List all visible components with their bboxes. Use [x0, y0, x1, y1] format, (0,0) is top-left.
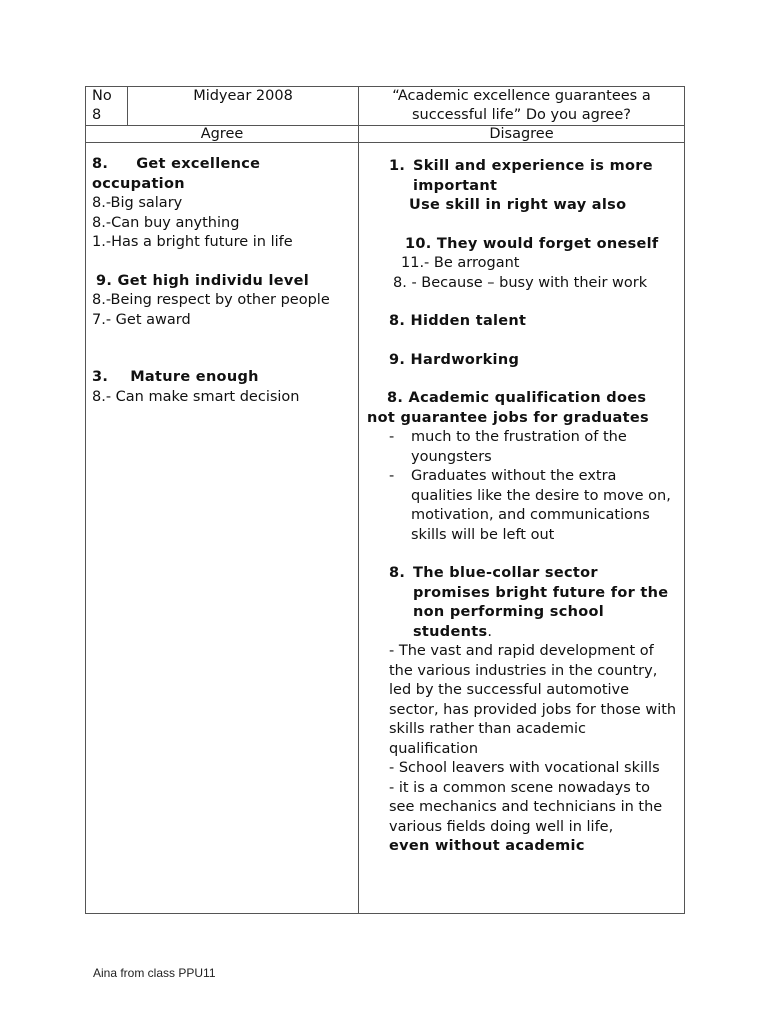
exam-cell — [128, 87, 359, 126]
column-heading-row — [86, 126, 685, 143]
disagree-point-6-last: even without academic — [389, 838, 585, 854]
disagree-point-2-item-1: 11.- Be arrogant — [401, 255, 520, 271]
disagree-point-3: 8. Hidden talent — [389, 313, 527, 329]
agree-point-3-item-1: 8.- Can make smart decision — [92, 388, 300, 405]
disagree-point-4: 9. Hardworking — [389, 351, 520, 368]
disagree-point-6-line-3: - it is a common scene nowadays to see mechanics and technicians in the various fields doing well in life, — [389, 779, 663, 835]
disagree-point-5-bullet-2: - Graduates without the extra qualities like the desire to move on, motivation, and communications skills will be left out — [367, 467, 678, 545]
content-row — [86, 143, 685, 914]
agree-point-3-title: Mature enough — [130, 369, 259, 385]
agree-point-1-item-1: 8.-Big salary — [92, 195, 183, 211]
disagree-point-1 — [367, 157, 678, 196]
disagree-point-6-title: The blue-collar sector promises bright future for the non performing school students — [413, 565, 669, 640]
footer-note: Aina from class PPU11 — [93, 966, 216, 980]
no-label: No — [92, 88, 112, 104]
bullet-text: much to the frustration of the youngsters — [411, 429, 627, 465]
agree-point-1-item-3: 1.-Has a bright future in life — [92, 234, 293, 250]
disagree-point-6-number: 8. — [389, 565, 406, 581]
agree-point-3-number: 3. — [92, 369, 109, 385]
agree-point-1-title: Get excellence occupation — [92, 156, 261, 192]
disagree-point-2-item-2: 8. - Because – busy with their work — [393, 274, 648, 291]
disagree-point-1-title: Skill and experience is more important — [413, 158, 653, 194]
agree-heading: Agree — [86, 126, 359, 143]
header-row — [86, 87, 685, 126]
agree-point-1-item-2: 8.-Can buy anything — [92, 214, 240, 231]
disagree-point-5-bullet-1: - much to the frustration of the youngsters — [367, 428, 678, 467]
agree-point-2-item-1: 8.-Being respect by other people — [92, 292, 330, 308]
disagree-point-6 — [367, 564, 678, 642]
question-cell — [359, 87, 685, 126]
disagree-point-5-title: 8. Academic qualification does not guarantee jobs for graduates — [367, 390, 649, 426]
disagree-point-6-line-1: - The vast and rapid development of the various industries in the country, led by the successful automotive sector, has provided jobs for those with skills rather than academic qualification — [389, 643, 677, 757]
question-text: “Academic excellence guarantees a successful life” Do you agree? — [392, 88, 651, 123]
disagree-point-1-sub: Use skill in right way also — [409, 197, 627, 213]
agree-point-1-number: 8. — [92, 156, 109, 172]
disagree-point-6-line-2: - School leavers with vocational skills — [389, 760, 660, 776]
disagree-column — [359, 143, 685, 914]
bullet-text: Graduates without the extra qualities like the desire to move on, motivation, and communications skills will be left out — [411, 468, 671, 543]
no-cell — [86, 87, 128, 126]
no-value: 8 — [92, 107, 102, 123]
agree-point-3 — [92, 368, 354, 388]
disagree-point-6-dot: . — [487, 623, 492, 640]
disagree-heading: Disagree — [359, 126, 685, 143]
disagree-point-2-title: 10. They would forget oneself — [405, 235, 659, 252]
agree-point-1 — [92, 155, 354, 194]
agree-column — [86, 143, 359, 914]
disagree-point-1-number: 1. — [389, 158, 406, 174]
agree-point-2-item-2: 7.- Get award — [92, 311, 191, 328]
exam-label: Midyear 2008 — [193, 88, 293, 104]
essay-table — [85, 86, 685, 914]
agree-point-2-title: 9. Get high individu level — [96, 272, 310, 289]
